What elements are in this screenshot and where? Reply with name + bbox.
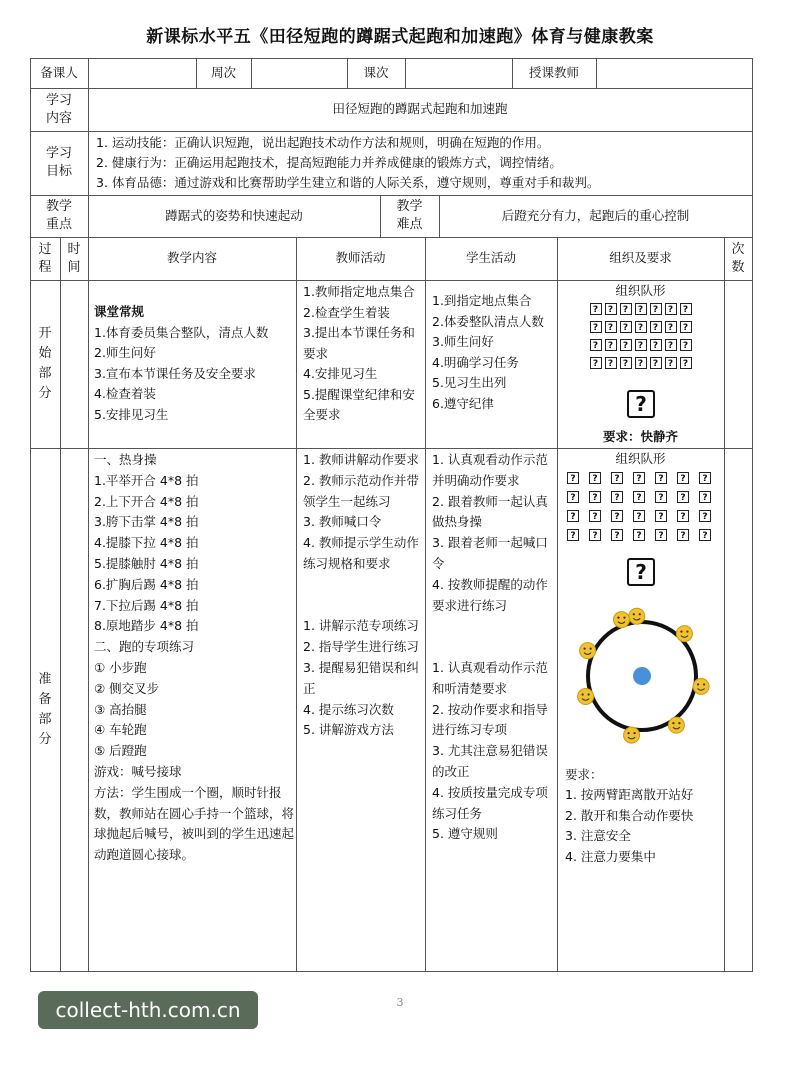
student-marker-icon: ?	[680, 321, 692, 333]
list-item: 8.原地踏步 4*8 拍	[94, 618, 199, 634]
list-item: 2. 教师示范动作并带领学生一起练习	[303, 472, 419, 509]
start-section-label: 开 始 部 分	[38, 326, 52, 401]
student-marker-icon: ?	[611, 472, 623, 484]
student-marker-icon: ?	[590, 321, 602, 333]
game-circle-diagram	[560, 600, 724, 760]
list-item: 3.宣布本节课任务及安全要求	[94, 365, 256, 381]
watermark: collect-hth.com.cn	[38, 991, 258, 1029]
list-item: 4. 按质按量完成专项练习任务	[432, 784, 548, 821]
list-item: 1. 认真观看动作示范和听清楚要求	[432, 659, 548, 696]
list-item: 4. 按教师提醒的动作要求进行练习	[432, 576, 548, 613]
goals-list	[96, 133, 746, 195]
list-item: 4. 教师提示学生动作练习规格和要求	[303, 535, 419, 571]
student-marker-icon: ?	[611, 529, 623, 541]
list-item: 3. 尤其注意易犯错误的改正	[432, 743, 548, 779]
key-value: 蹲踞式的姿势和快速起动	[165, 207, 303, 223]
formation-row	[590, 303, 692, 315]
content-label: 学习 内容	[45, 92, 72, 126]
smiley-student-icon	[676, 626, 692, 642]
list-item: 2.师生问好	[94, 345, 156, 360]
student-marker-icon: ?	[567, 529, 579, 541]
prep-student	[432, 450, 556, 845]
col-org: 组织及要求	[609, 250, 672, 266]
list-item: 2. 按动作要求和指导进行练习专项	[432, 701, 548, 738]
student-marker-icon: ?	[567, 510, 579, 522]
start-content-heading: 课堂常规	[94, 304, 145, 319]
list-item: 1. 教师讲解动作要求	[303, 452, 419, 467]
col-time: 时 间	[67, 241, 81, 275]
student-marker-icon: ?	[680, 339, 692, 351]
teacher-value[interactable]	[596, 58, 752, 88]
goal-item: 3. 体育品德：通过游戏和比赛帮助学生建立和谐的人际关系，遵守规则，尊重对手和裁判。	[96, 175, 600, 190]
prep-teacher-label: 备课人	[40, 64, 78, 80]
lesson-no-label: 课次	[363, 64, 389, 80]
start-formation	[557, 303, 724, 369]
student-marker-icon: ?	[665, 303, 677, 315]
student-marker-icon: ?	[677, 491, 689, 503]
list-item: 2. 指导学生进行练习	[303, 639, 419, 655]
formation-row	[567, 529, 711, 541]
formation-row	[567, 472, 711, 484]
student-marker-icon: ?	[655, 529, 667, 541]
student-marker-icon: ?	[635, 321, 647, 333]
list-item: 方法：学生围成一个圈，顺时针报数，教师站在圆心手持一个篮球，将球抛起后喊号，被叫到的学生迅速起动跑道圆心接球。	[94, 784, 295, 863]
list-item: 2.检查学生着装	[303, 304, 390, 320]
student-marker-icon: ?	[635, 339, 647, 351]
student-marker-icon: ?	[655, 472, 667, 484]
smiley-student-icon	[693, 678, 709, 694]
list-item: 4.明确学习任务	[432, 354, 519, 370]
student-marker-icon: ?	[611, 491, 623, 503]
difficulty-value: 后蹬充分有力，起跑后的重心控制	[501, 207, 690, 223]
student-marker-icon: ?	[611, 510, 623, 522]
smiley-student-icon	[629, 608, 645, 624]
list-item: ⑤ 后蹬跑	[94, 743, 147, 759]
student-marker-icon: ?	[699, 491, 711, 503]
smiley-student-icon	[578, 689, 594, 705]
start-org-title: 组织队形	[615, 283, 666, 298]
prep-org-title: 组织队形	[615, 451, 666, 466]
student-marker-icon: ?	[567, 491, 579, 503]
list-item: 4. 提示练习次数	[303, 701, 394, 717]
student-marker-icon: ?	[605, 339, 617, 351]
list-item: 4. 注意力要集中	[565, 848, 656, 864]
list-item: 1.到指定地点集合	[432, 293, 532, 308]
list-item: 1.教师指定地点集合	[303, 284, 415, 299]
list-item: 2.上下开合 4*8 拍	[94, 493, 199, 509]
student-marker-icon: ?	[635, 357, 647, 369]
formation-row	[590, 321, 692, 333]
formation-row	[590, 339, 692, 351]
list-item: 5.提醒课堂纪律和安全要求	[303, 386, 415, 422]
student-marker-icon: ?	[589, 472, 601, 484]
lesson-no-value[interactable]	[405, 58, 512, 88]
list-item: 3.胯下击掌 4*8 拍	[94, 514, 199, 530]
list-item: 2.体委整队清点人数	[432, 313, 544, 329]
goals-label: 学习 目标	[45, 146, 72, 179]
student-marker-icon: ?	[650, 303, 662, 315]
student-marker-icon: ?	[605, 303, 617, 315]
difficulty-label: 教学 难点	[396, 199, 423, 232]
prep-requirements	[565, 785, 715, 867]
week-label: 周次	[210, 64, 236, 80]
student-marker-icon: ?	[620, 303, 632, 315]
student-marker-icon: ?	[680, 357, 692, 369]
list-item: 3. 教师喊口令	[303, 514, 382, 530]
start-student	[432, 291, 556, 414]
ball-icon	[633, 667, 651, 685]
prep-content	[94, 450, 294, 866]
student-marker-icon: ?	[633, 472, 645, 484]
teacher-marker-icon: ?	[627, 390, 655, 418]
list-item: 6.扩胸后踢 4*8 拍	[94, 576, 199, 592]
prep-section-label: 准 备 部 分	[38, 671, 52, 747]
formation-row	[590, 357, 692, 369]
key-label: 教学 重点	[45, 199, 72, 232]
goal-item: 1. 运动技能：正确认识短跑，说出起跑技术动作方法和规则，明确在短跑的作用。	[96, 135, 550, 150]
list-item: ③ 高抬腿	[94, 701, 147, 717]
student-marker-icon: ?	[567, 472, 579, 484]
col-process: 过 程	[38, 241, 52, 275]
week-value[interactable]	[251, 58, 347, 88]
student-marker-icon: ?	[605, 357, 617, 369]
student-marker-icon: ?	[590, 357, 602, 369]
student-marker-icon: ?	[589, 510, 601, 522]
list-item: 4.检查着装	[94, 386, 156, 401]
list-item: 二、跑的专项练习	[94, 639, 195, 655]
list-item: 1.体育委员集合整队，清点人数	[94, 324, 269, 340]
start-content	[94, 302, 294, 425]
student-marker-icon: ?	[589, 491, 601, 503]
list-item: 3. 跟着老师一起喊口令	[432, 535, 548, 571]
student-marker-icon: ?	[620, 321, 632, 333]
teacher-label: 授课教师	[528, 64, 579, 80]
student-marker-icon: ?	[680, 303, 692, 315]
start-teacher	[303, 282, 423, 426]
list-item: 5.安排见习生	[94, 406, 169, 422]
list-item: 3.师生问好	[432, 334, 494, 349]
list-item: ① 小步跑	[94, 659, 147, 675]
student-marker-icon: ?	[665, 357, 677, 369]
list-item: 1. 按两臂距离散开站好	[565, 787, 694, 802]
list-item: 4.安排见习生	[303, 366, 378, 381]
list-item: 2. 跟着教师一起认真做热身操	[432, 493, 548, 530]
col-student: 学生活动	[465, 250, 516, 266]
list-item: 3.提出本节课任务和要求	[303, 325, 415, 361]
student-marker-icon: ?	[665, 339, 677, 351]
list-item: 5. 讲解游戏方法	[303, 722, 394, 738]
student-marker-icon: ?	[655, 491, 667, 503]
student-marker-icon: ?	[665, 321, 677, 333]
list-item: 3. 提醒易犯错误和纠正	[303, 659, 419, 696]
prep-req-title: 要求：	[565, 767, 603, 782]
list-item: 7.下拉后踢 4*8 拍	[94, 597, 199, 613]
formation-row	[567, 510, 711, 522]
list-item: ④ 车轮跑	[94, 722, 147, 738]
teacher-marker-icon: ?	[627, 558, 655, 586]
start-org-requirement: 要求：快静齐	[602, 429, 678, 444]
student-marker-icon: ?	[633, 510, 645, 522]
page-number: 3	[396, 996, 404, 1009]
content-value: 田径短跑的蹲踞式起跑和加速跑	[332, 101, 508, 117]
student-marker-icon: ?	[699, 472, 711, 484]
list-item: 6.遵守纪律	[432, 395, 494, 411]
page-title: 新课标水平五《田径短跑的蹲踞式起跑和加速跑》体育与健康教案	[146, 27, 654, 47]
spacer	[303, 575, 423, 617]
student-marker-icon: ?	[650, 339, 662, 351]
student-marker-icon: ?	[589, 529, 601, 541]
student-marker-icon: ?	[650, 357, 662, 369]
student-marker-icon: ?	[677, 472, 689, 484]
smiley-student-icon	[580, 643, 596, 659]
list-item: 5.见习生出列	[432, 375, 507, 390]
formation-row	[567, 491, 711, 503]
student-marker-icon: ?	[620, 339, 632, 351]
list-item: 1. 讲解示范专项练习	[303, 618, 419, 634]
col-count: 次 数	[731, 241, 745, 275]
student-marker-icon: ?	[677, 510, 689, 522]
student-marker-icon: ?	[677, 529, 689, 541]
prep-formation	[567, 472, 711, 541]
student-marker-icon: ?	[620, 357, 632, 369]
list-item: 一、热身操	[94, 452, 157, 467]
smiley-student-icon	[668, 717, 684, 733]
student-marker-icon: ?	[655, 510, 667, 522]
list-item: 5.提膝触肘 4*8 拍	[94, 555, 199, 571]
student-marker-icon: ?	[650, 321, 662, 333]
prep-teacher	[303, 450, 423, 741]
list-item: ② 侧交叉步	[94, 680, 160, 696]
student-marker-icon: ?	[590, 303, 602, 315]
student-marker-icon: ?	[633, 491, 645, 503]
student-marker-icon: ?	[633, 529, 645, 541]
list-item: 5. 遵守规则	[432, 826, 498, 842]
list-item: 2. 散开和集合动作要快	[565, 807, 694, 823]
list-item: 1.平举开合 4*8 拍	[94, 472, 199, 488]
prep-teacher-value[interactable]	[88, 58, 196, 88]
student-marker-icon: ?	[699, 510, 711, 522]
goal-item: 2. 健康行为：正确运用起跑技术，提高短跑能力并养成健康的锻炼方式，调控情绪。	[96, 155, 562, 170]
smiley-student-icon	[624, 727, 640, 743]
student-marker-icon: ?	[635, 303, 647, 315]
student-marker-icon: ?	[699, 529, 711, 541]
list-item: 4.提膝下拉 4*8 拍	[94, 535, 199, 551]
col-teacher: 教师活动	[335, 250, 386, 266]
col-content: 教学内容	[166, 250, 217, 266]
smiley-student-icon	[613, 612, 629, 628]
student-marker-icon: ?	[590, 339, 602, 351]
list-item: 游戏：喊号接球	[94, 763, 182, 779]
list-item: 1. 认真观看动作示范并明确动作要求	[432, 452, 548, 488]
list-item: 3. 注意安全	[565, 828, 631, 843]
student-marker-icon: ?	[605, 321, 617, 333]
spacer	[432, 616, 556, 658]
